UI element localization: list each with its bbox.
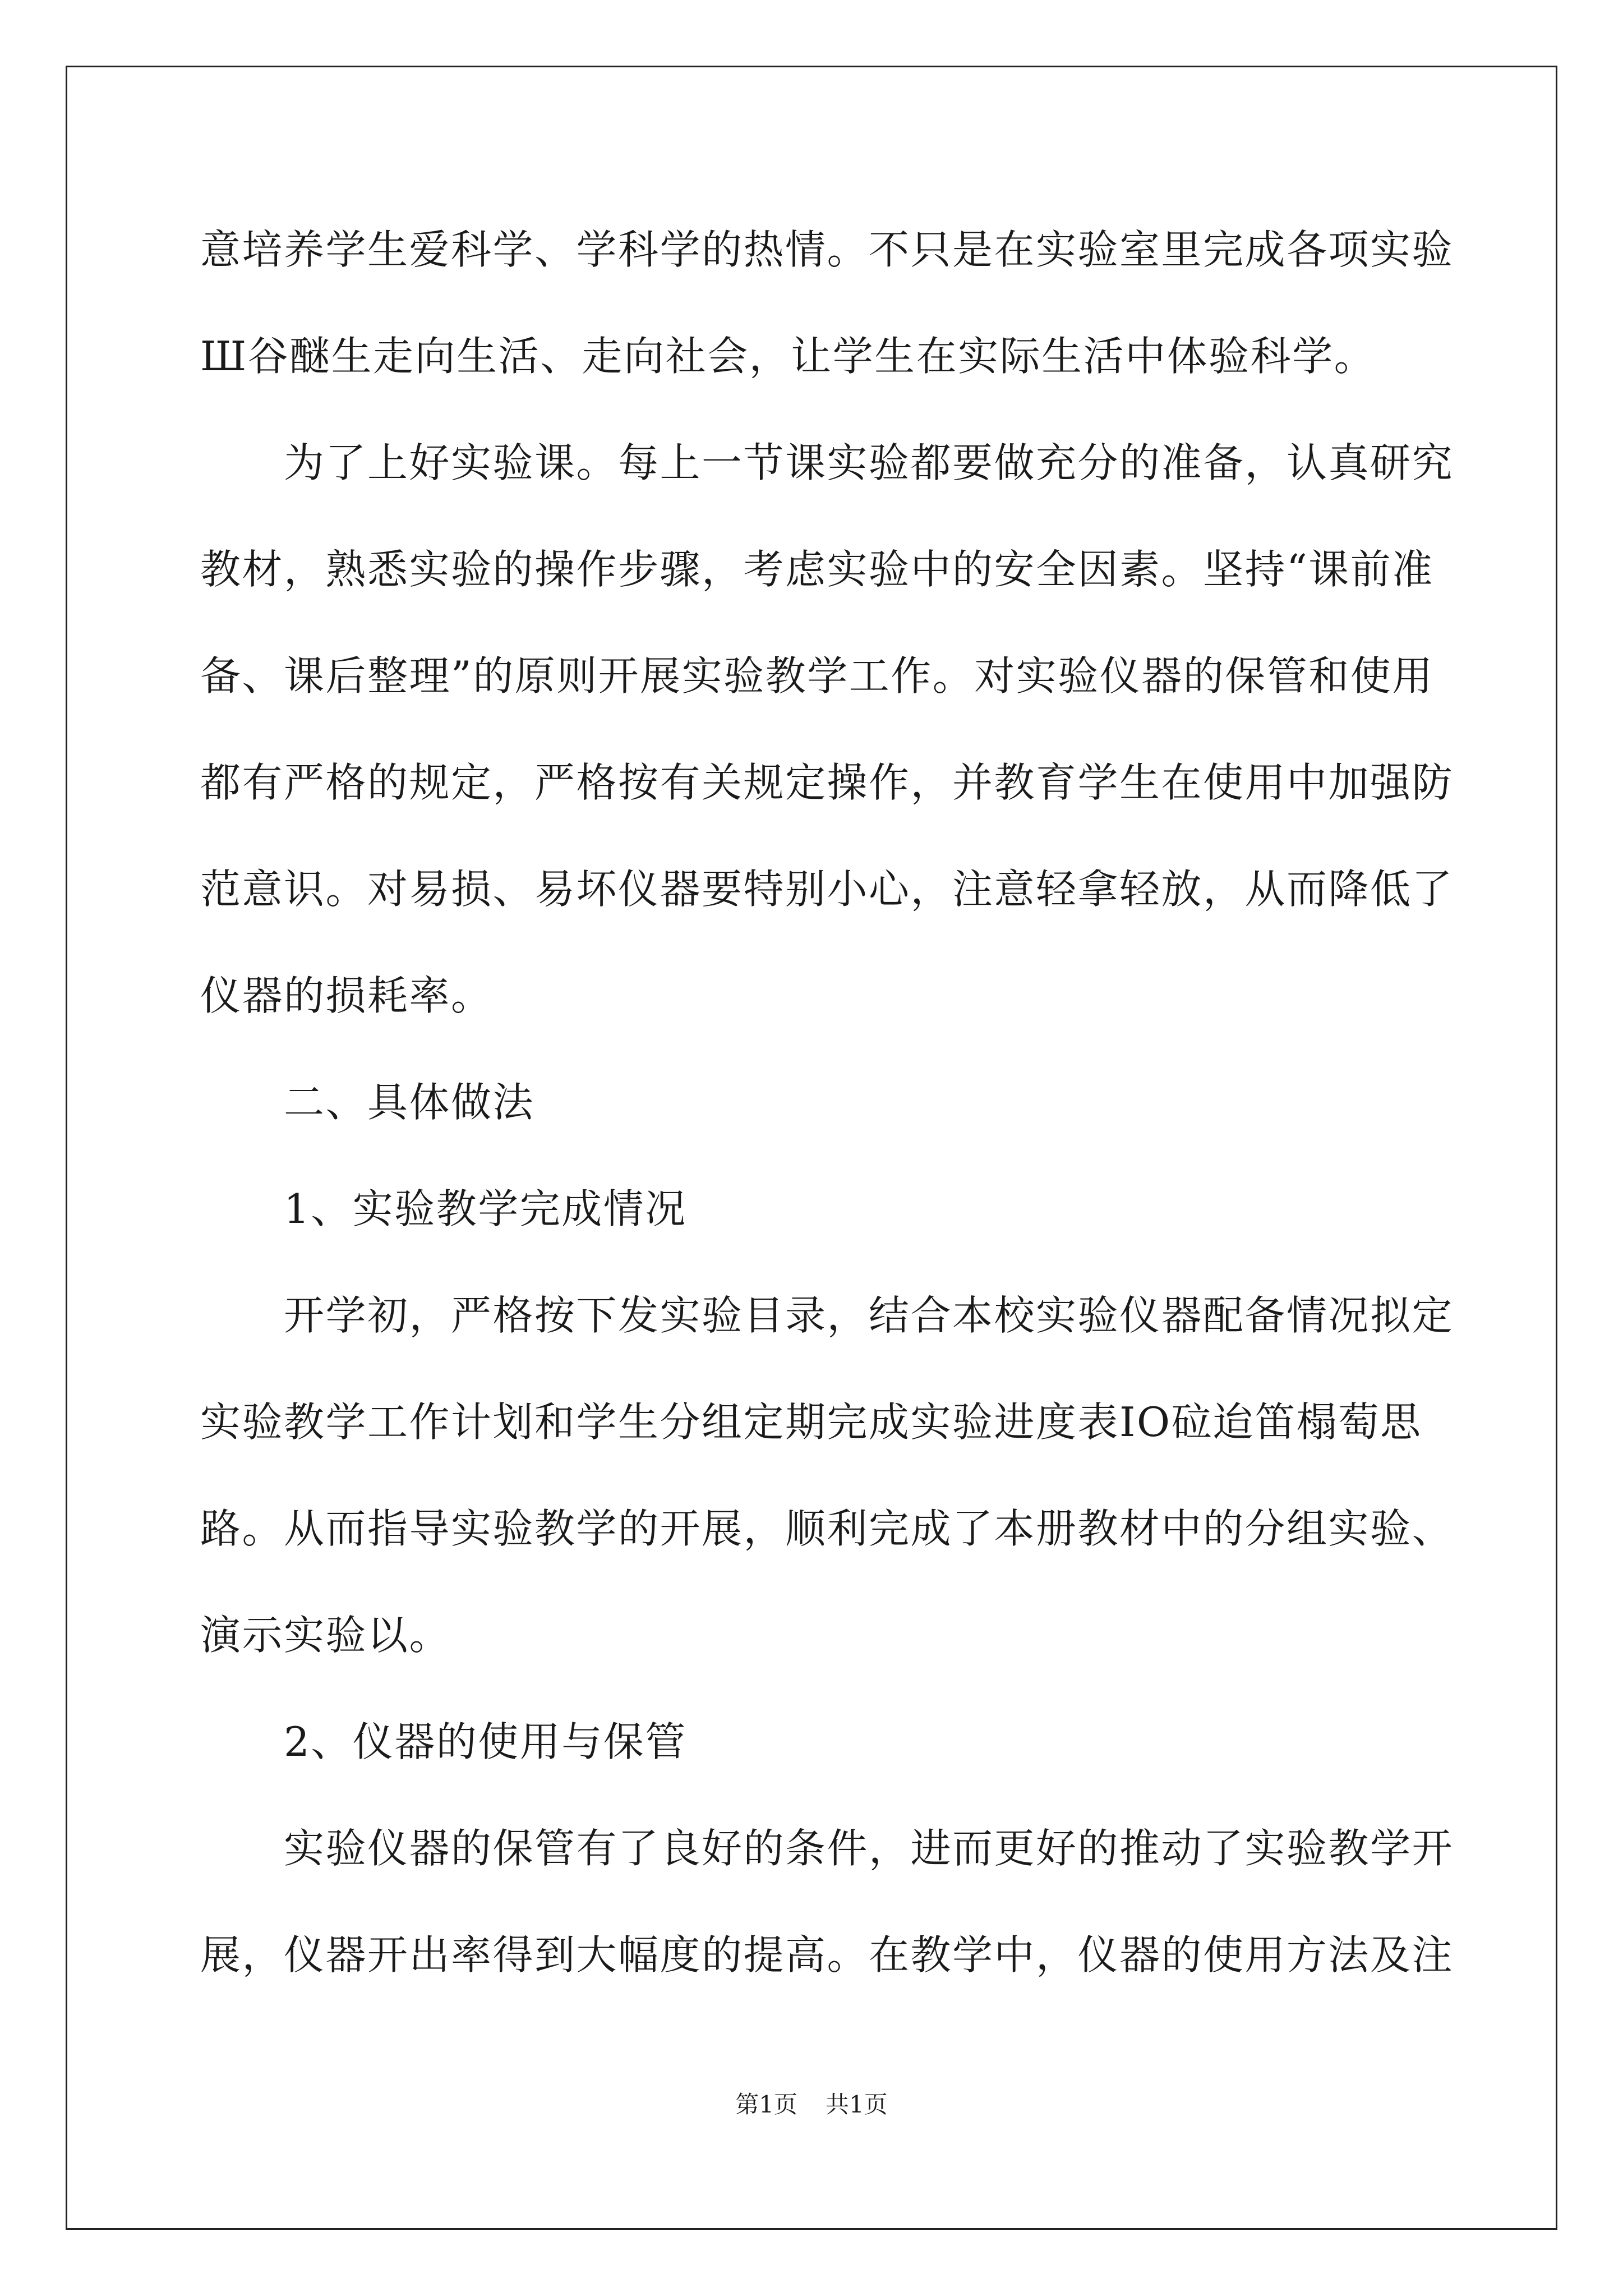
subsection-heading: 1、实验教学完成情况 xyxy=(200,1185,687,1232)
subsection-heading: 2、仪器的使用与保管 xyxy=(200,1718,687,1765)
text-line: 演示实验以。 xyxy=(200,1612,451,1659)
page-footer xyxy=(0,2088,1623,2122)
section-heading: 二、具体做法 xyxy=(200,1079,535,1126)
text-line: 开学初，严格按下发实验目录，结合本校实验仪器配备情况拟定 xyxy=(200,1292,1454,1339)
text-line: 教材，熟悉实验的操作步骤，考虑实验中的安全因素。坚持“课前准 xyxy=(200,546,1434,593)
text-line: 为了上好实验课。每上一节课实验都要做充分的准备，认真研究 xyxy=(200,439,1454,486)
text-line: Ш谷醚生走向生活、走向社会，让学生在实际生活中体验科学。 xyxy=(200,333,1376,380)
text-line: 路。从而指导实验教学的开展，顺利完成了本册教材中的分组实验、 xyxy=(200,1505,1454,1552)
text-line: 意培养学生爱科学、学科学的热情。不只是在实验室里完成各项实验 xyxy=(200,226,1454,273)
text-line: 都有严格的规定，严格按有关规定操作，并教育学生在使用中加强防 xyxy=(200,759,1454,806)
document-body xyxy=(200,213,1454,2025)
page-number-total: 共1页 xyxy=(826,2091,888,2118)
text-line: 备、课后整理”的原则开展实验教学工作。对实验仪器的保管和使用 xyxy=(200,652,1434,700)
text-line: 实验仪器的保管有了良好的条件，进而更好的推动了实验教学开 xyxy=(200,1825,1454,1872)
text-line: 展，仪器开出率得到大幅度的提高。在教学中，仪器的使用方法及注 xyxy=(200,1931,1454,1978)
text-line: 仪器的损耗率。 xyxy=(200,972,493,1019)
text-line: 范意识。对易损、易坏仪器要特别小心，注意轻拿轻放，从而降低了 xyxy=(200,866,1454,913)
text-line: 实验教学工作计划和学生分组定期完成实验进度表IO砬迨笛榻萄思 xyxy=(200,1398,1422,1446)
page-number-current: 第1页 xyxy=(735,2091,797,2118)
